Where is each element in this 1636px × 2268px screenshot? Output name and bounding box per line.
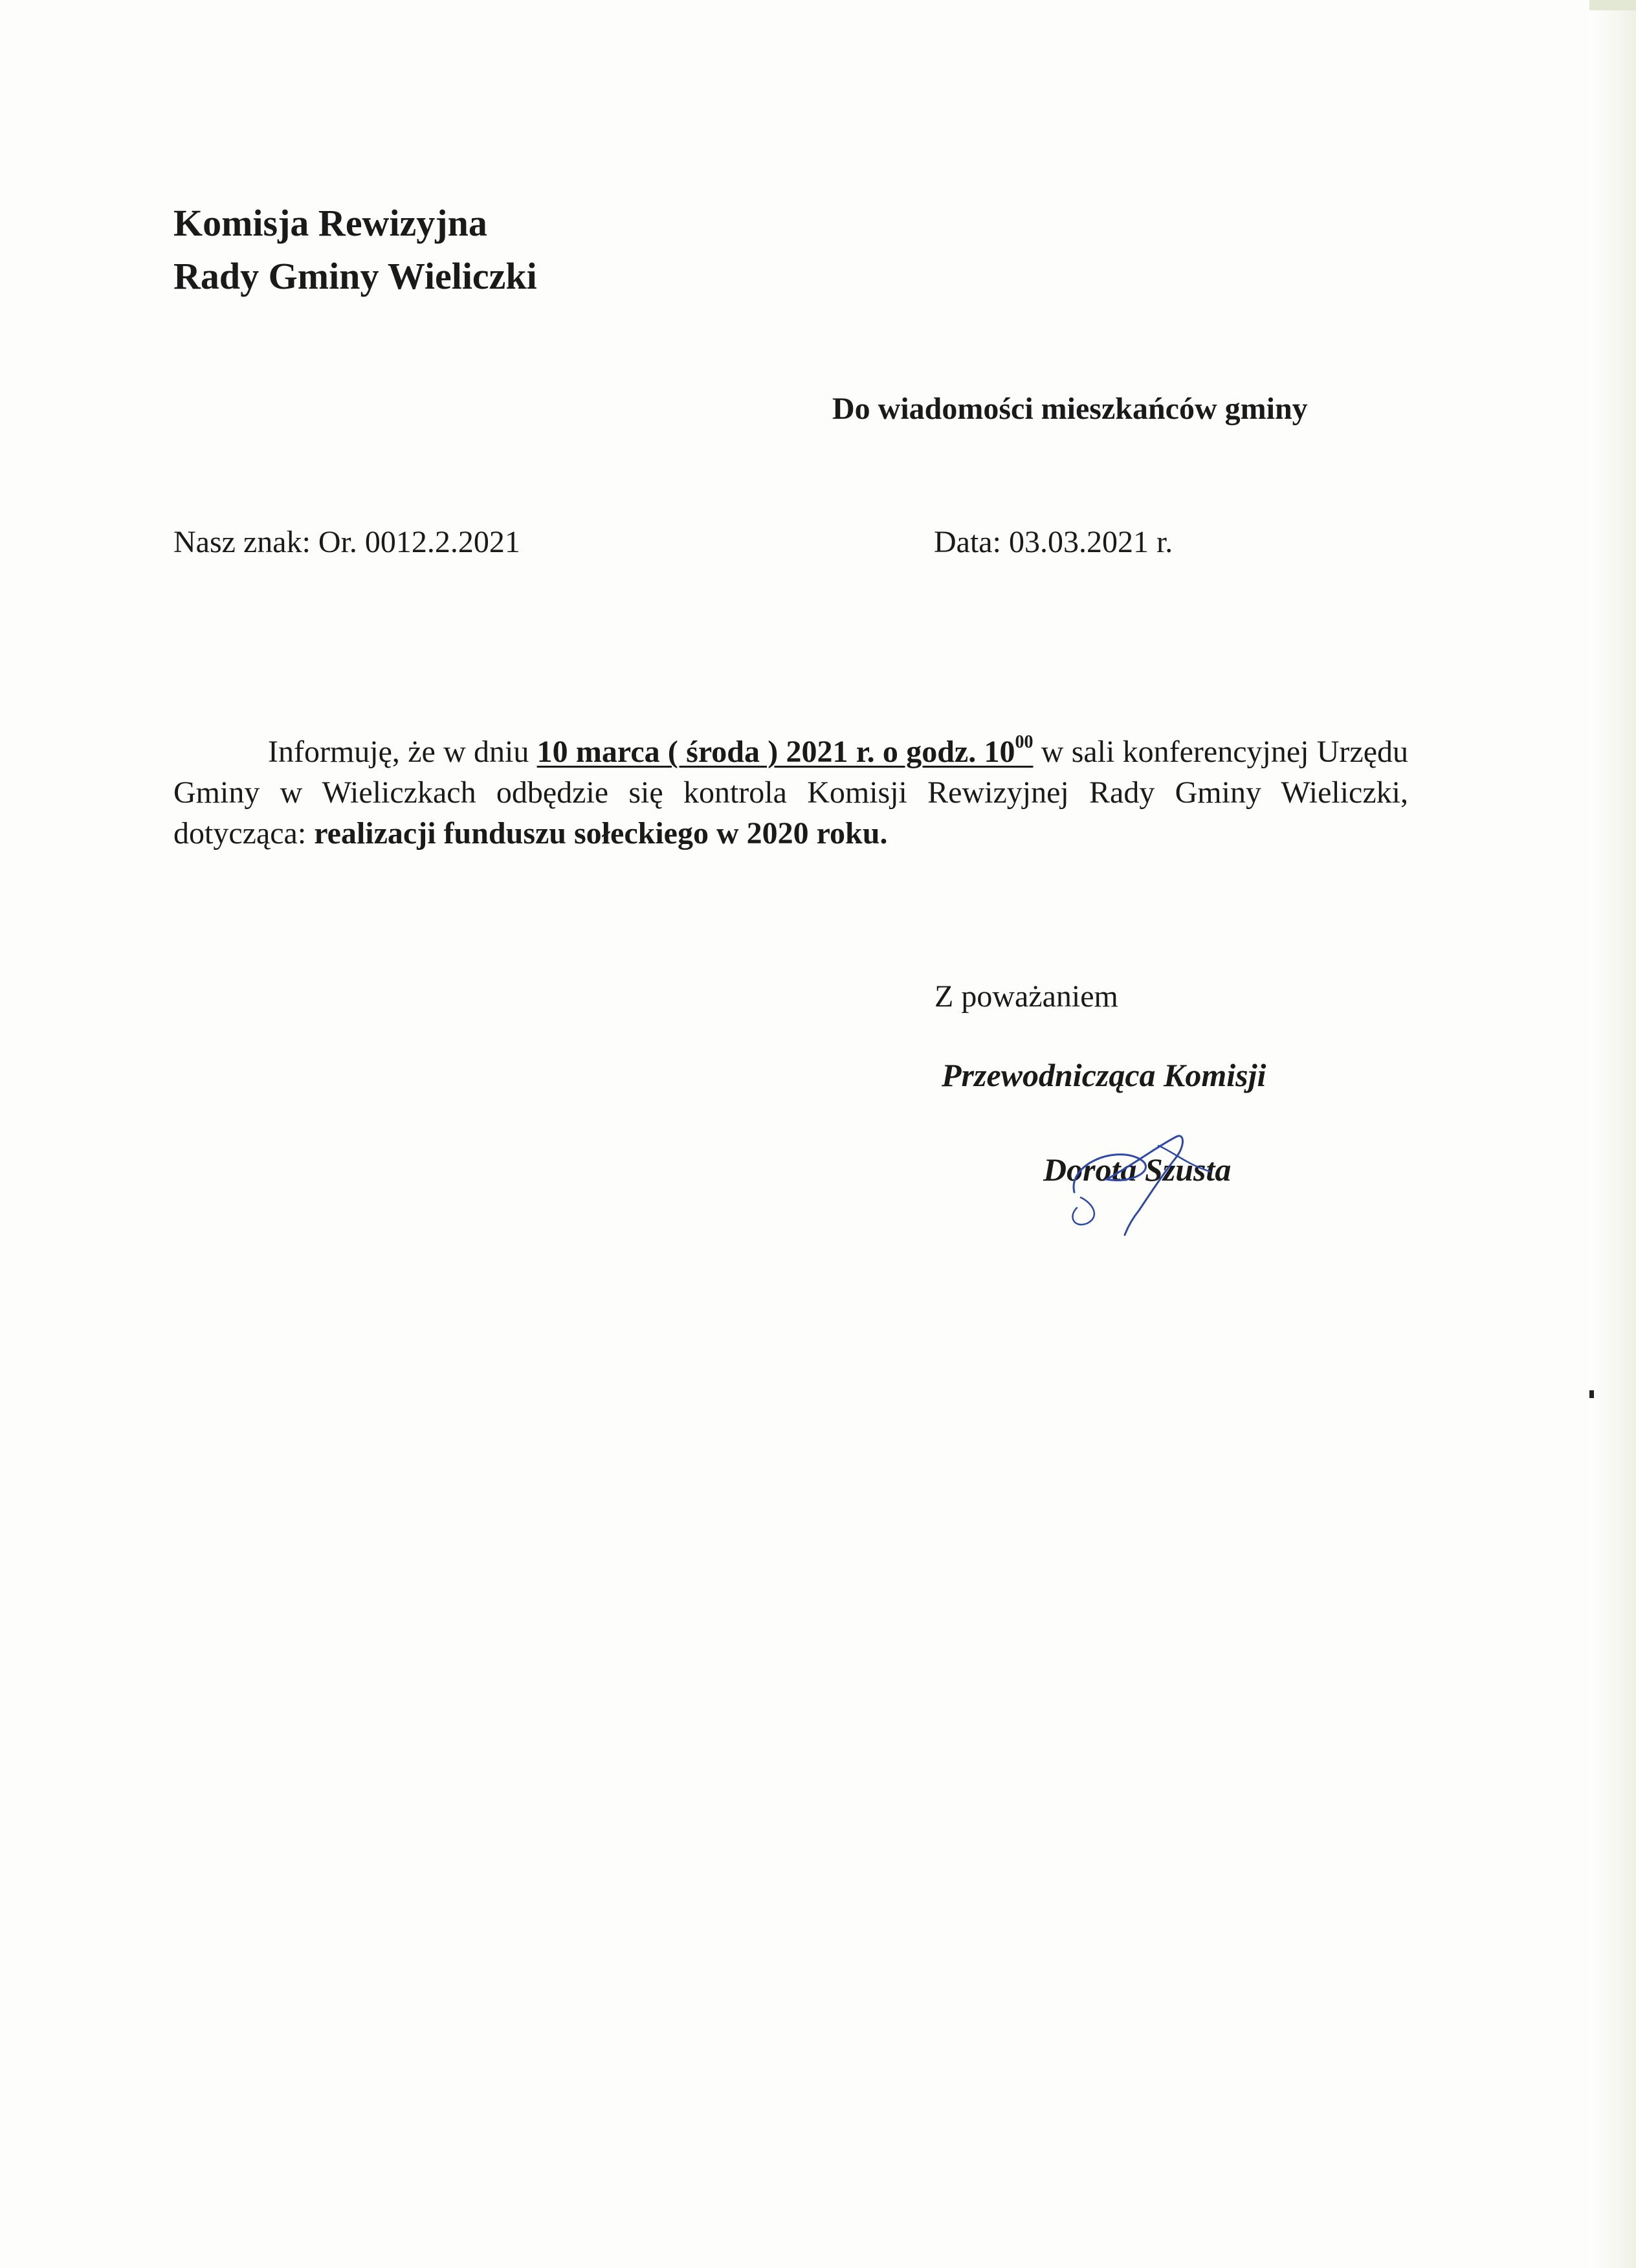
body-middle: w sali konferencyjnej Urzędu Gminy w Wieliczkach odbędzie się kontrola Komisji Rewizyjnej Rady Gminy Wieliczki, dotycząca: (173, 735, 1409, 850)
scan-edge-top (1589, 0, 1636, 10)
scan-edge (1589, 0, 1636, 2268)
signatory-role: Przewodnicząca Komisji (942, 1057, 1266, 1093)
meeting-time-minutes: 00 (1015, 732, 1034, 752)
reference-number: Nasz znak: Or. 0012.2.2021 (173, 525, 520, 559)
control-subject: realizacji funduszu sołeckiego w 2020 roku. (314, 816, 888, 850)
handwritten-signature (1061, 1120, 1230, 1243)
sender-line-2: Rady Gminy Wieliczki (173, 255, 537, 297)
signatory-name: Dorota Szusta (1043, 1151, 1232, 1188)
sender-line-1: Komisja Rewizyjna (173, 202, 487, 244)
recipient-line: Do wiadomości mieszkańców gminy (832, 392, 1308, 426)
meeting-date: 10 marca ( środa ) 2021 r. o godz. 10 (536, 735, 1015, 769)
document-date: Data: 03.03.2021 r. (934, 525, 1173, 559)
scan-speck (1589, 1390, 1594, 1398)
sender-header (173, 197, 537, 303)
body-paragraph (173, 731, 1408, 854)
closing-salutation: Z poważaniem (934, 979, 1118, 1014)
body-intro: Informuję, że w dniu (268, 735, 537, 769)
